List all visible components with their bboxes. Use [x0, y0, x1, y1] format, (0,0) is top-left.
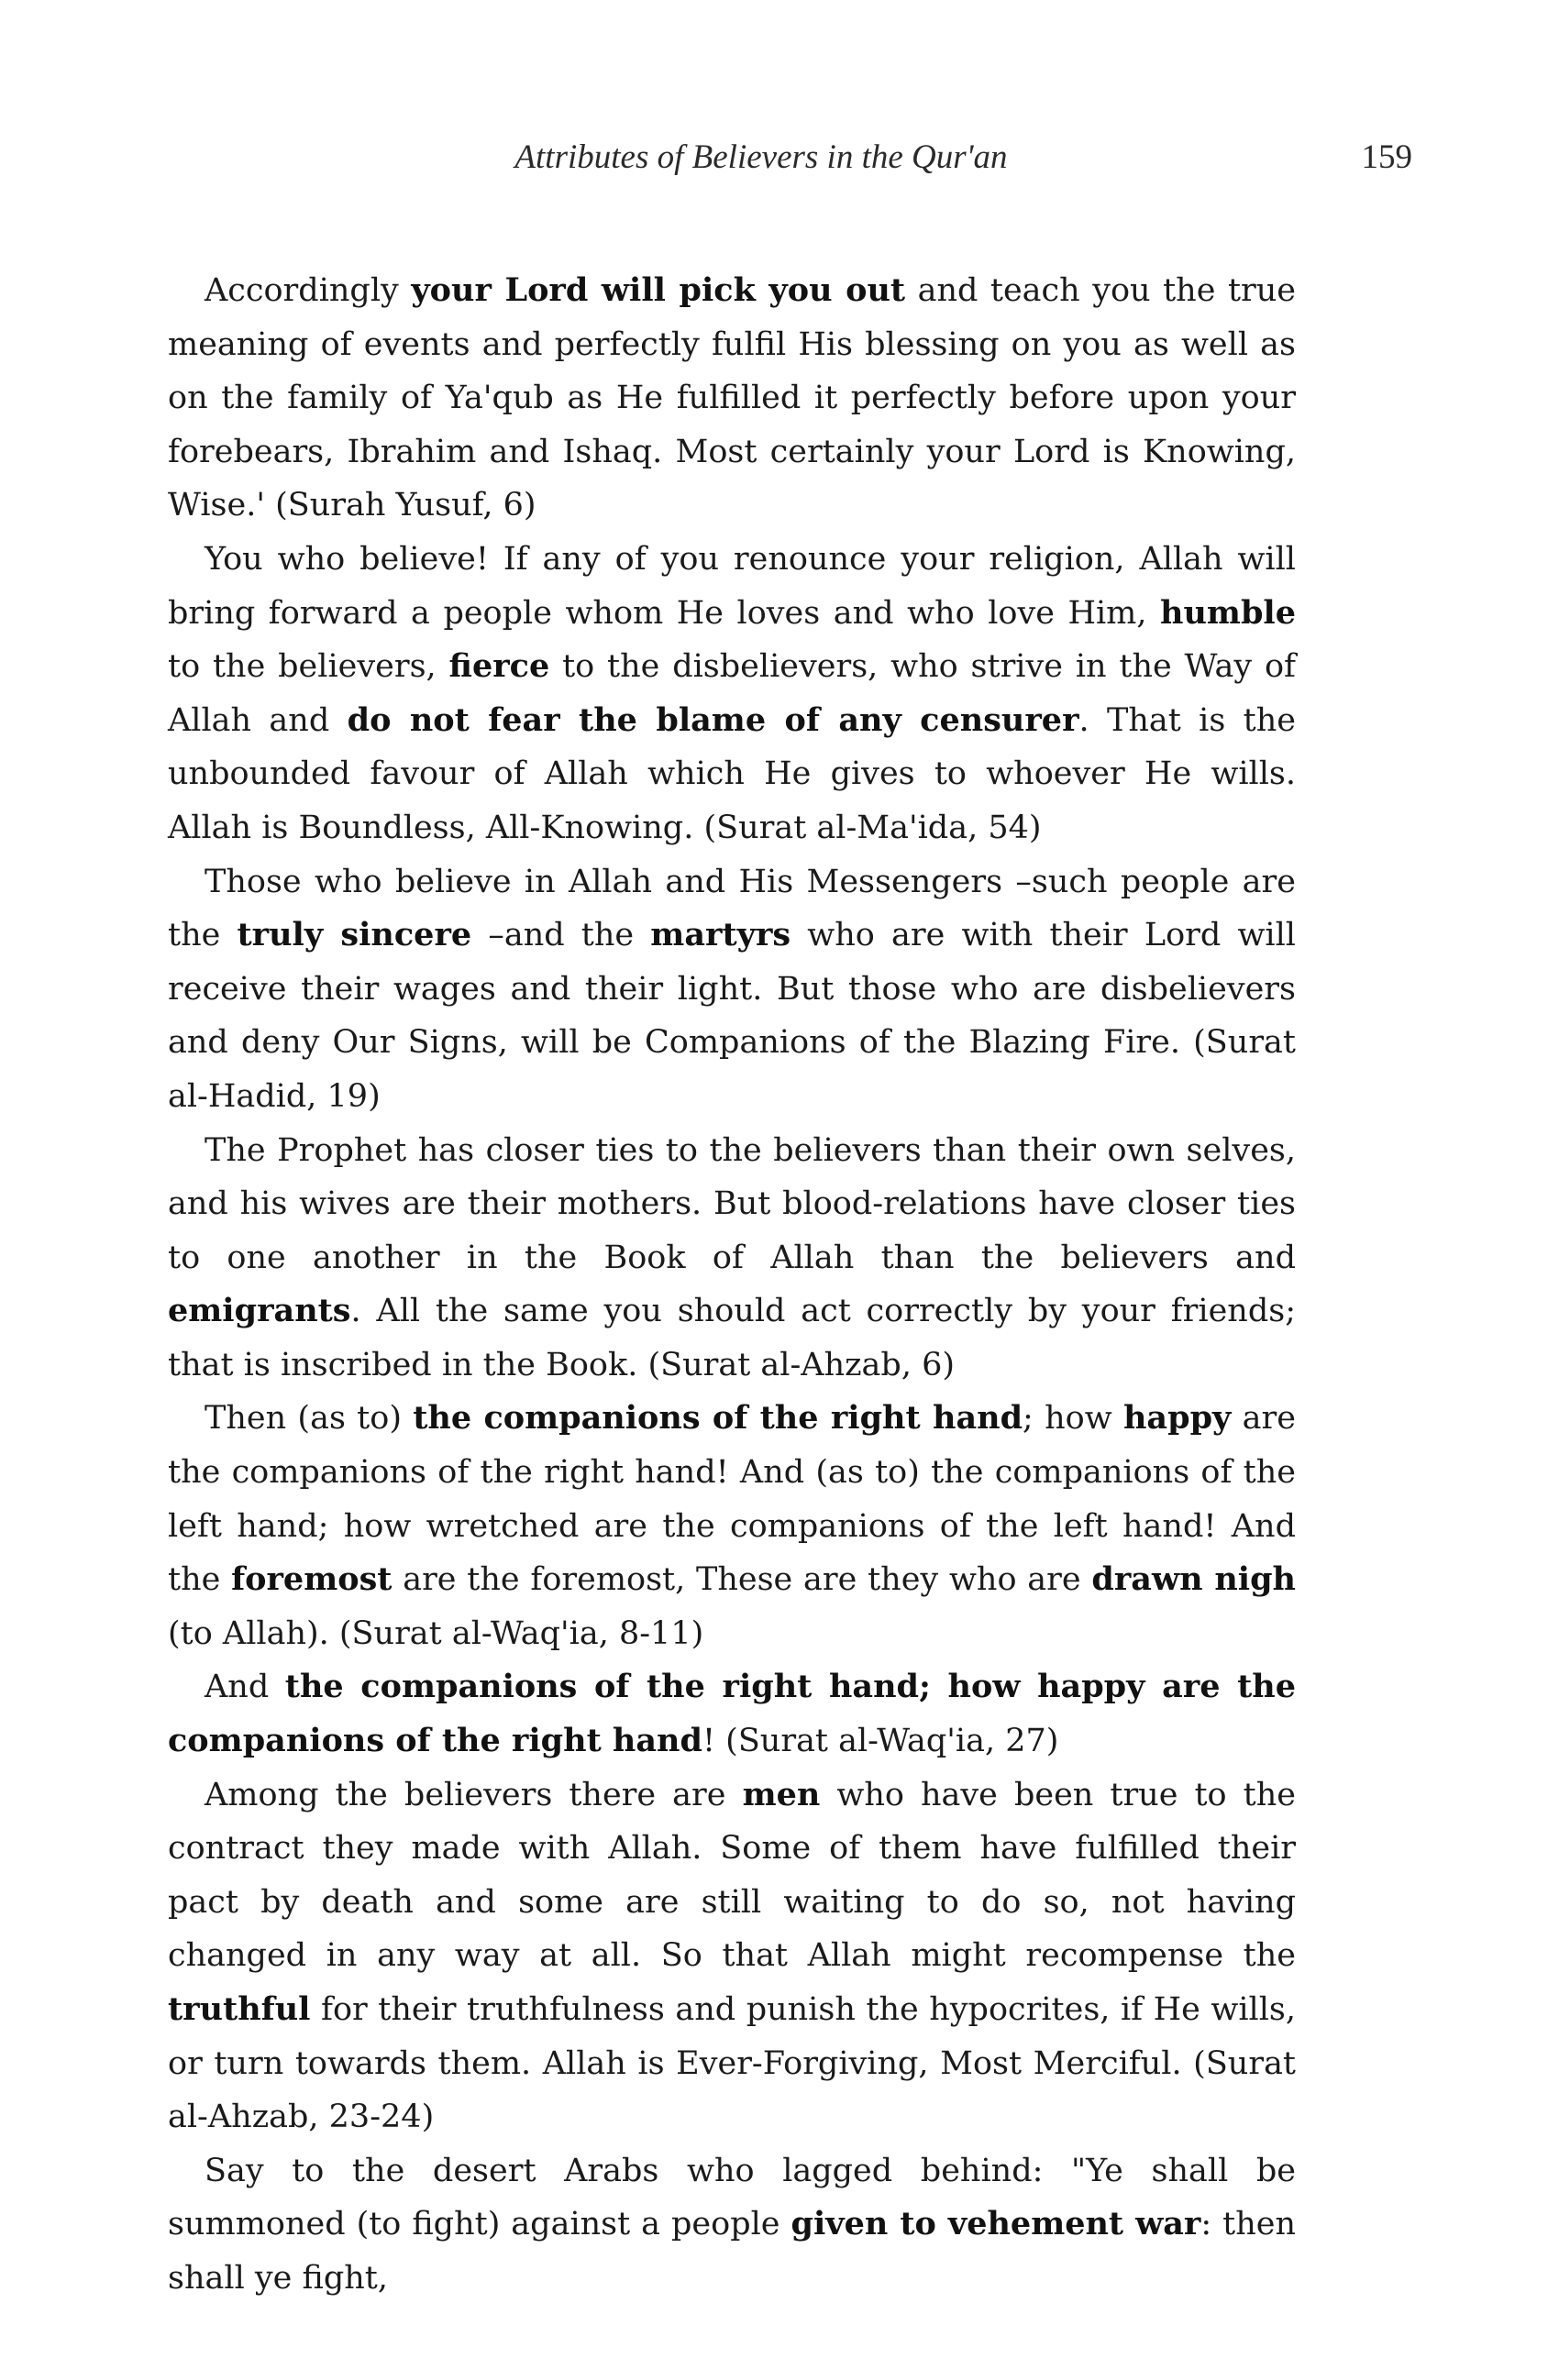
body-text-run: who are with their Lord will receive their wages and their light. But those who are disbelievers and deny Our Signs, will be Companions of the Blazing Fire. (Surat al-Hadid, 19): [168, 917, 1296, 1115]
emphasis-text: truly sincere: [237, 916, 472, 954]
page-number: 159: [1361, 138, 1412, 176]
paragraph-p1: [168, 264, 1296, 533]
body-text-run: for their truthfulness and punish the hypocrites, if He wills, or turn towards them. Allah is Ever-Forgiving, Most Merciful. (Surat al-Ahzab, 23-24): [168, 1991, 1296, 2136]
emphasis-text: truthful: [168, 1990, 311, 2028]
body-text-run: Accordingly: [205, 272, 412, 309]
emphasis-text: the companions of the right hand; how happy are the companions of the right hand: [168, 1668, 1296, 1760]
body-text-run: who have been true to the contract they made with Allah. Some of them have fulfilled their pact by death and some are still waiting to do so, not having changed in any way at all. So that Allah might recompense the: [168, 1776, 1296, 1975]
paragraph-p8: [168, 2144, 1296, 2306]
body-text-run: Those who believe in Allah and His Messengers –such people are the: [168, 863, 1296, 954]
main-text-block: [168, 264, 1296, 2306]
emphasis-text: humble: [1160, 593, 1296, 632]
emphasis-text: your Lord will pick you out: [411, 271, 906, 309]
paragraph-p3: [168, 855, 1296, 1124]
body-text-run: and teach you the true meaning of events and perfectly fulfil His blessing on you as well as on the family of Ya'qub as He fulfilled it perfectly before upon your forebears, Ibrahim and Ishaq. Most certainly your Lord is Knowing, Wise.' (Surah Yusuf, 6): [168, 272, 1296, 524]
body-text-run: The Prophet has closer ties to the believers than their own selves, and his wives are their mothers. But blood-relations have closer ties to one another in the Book of Allah than the believers and: [168, 1131, 1296, 1276]
body-text-run: ; how: [1023, 1400, 1123, 1438]
body-text-run: . All the same you should act correctly by your friends; that is inscribed in the Book. (Surat al-Ahzab, 6): [168, 1293, 1296, 1383]
body-text-run: –and the: [471, 917, 651, 954]
paragraph-p7: [168, 1768, 1296, 2144]
body-text-run: are the companions of the right hand! And (as to) the companions of the left hand; how wretched are the companions of the left hand! And the: [168, 1400, 1296, 1599]
body-text-run: are the foremost, These are they who are: [392, 1561, 1092, 1599]
emphasis-text: given to vehement war: [791, 2205, 1201, 2243]
emphasis-text: happy: [1122, 1399, 1232, 1438]
body-text-run: You who believe! If any of you renounce your religion, Allah will bring forward a people whom He loves and who love Him,: [168, 540, 1296, 632]
body-text-run: Among the believers there are: [205, 1776, 743, 1813]
emphasis-text: do not fear the blame of any censurer: [347, 700, 1079, 739]
body-text-run: Say to the desert Arabs who lagged behind: "Ye shall be summoned (to fight) against a people: [168, 2152, 1296, 2243]
paragraph-p5: [168, 1392, 1296, 1660]
body-text-run: Then (as to): [205, 1400, 414, 1438]
body-text-run: ! (Surat al-Waq'ia, 27): [702, 1723, 1059, 1760]
running-title: Attributes of Believers in the Qur'an: [514, 138, 1008, 176]
emphasis-text: drawn nigh: [1091, 1560, 1297, 1599]
emphasis-text: the companions of the right hand: [413, 1399, 1023, 1438]
body-text-run: to the disbelievers, who strive in the Way of Allah and: [168, 648, 1296, 739]
body-text-run: : then shall ye fight,: [168, 2206, 1297, 2297]
emphasis-text: men: [742, 1775, 821, 1813]
body-text-run: (to Allah). (Surat al-Waq'ia, 8-11): [168, 1614, 704, 1652]
emphasis-text: martyrs: [650, 916, 791, 954]
emphasis-text: fierce: [448, 647, 550, 686]
body-text-run: to the believers,: [168, 648, 449, 686]
paragraph-p2: [168, 533, 1296, 855]
paragraph-p6: [168, 1660, 1296, 1768]
body-text-run: . That is the unbounded favour of Allah which He gives to whoever He wills. Allah is Boundless, All-Knowing. (Surat al-Ma'ida, 54): [168, 701, 1296, 846]
emphasis-text: emigrants: [168, 1292, 351, 1330]
paragraph-p4: [168, 1124, 1296, 1393]
emphasis-text: foremost: [231, 1560, 393, 1599]
body-text-run: And: [205, 1669, 285, 1706]
